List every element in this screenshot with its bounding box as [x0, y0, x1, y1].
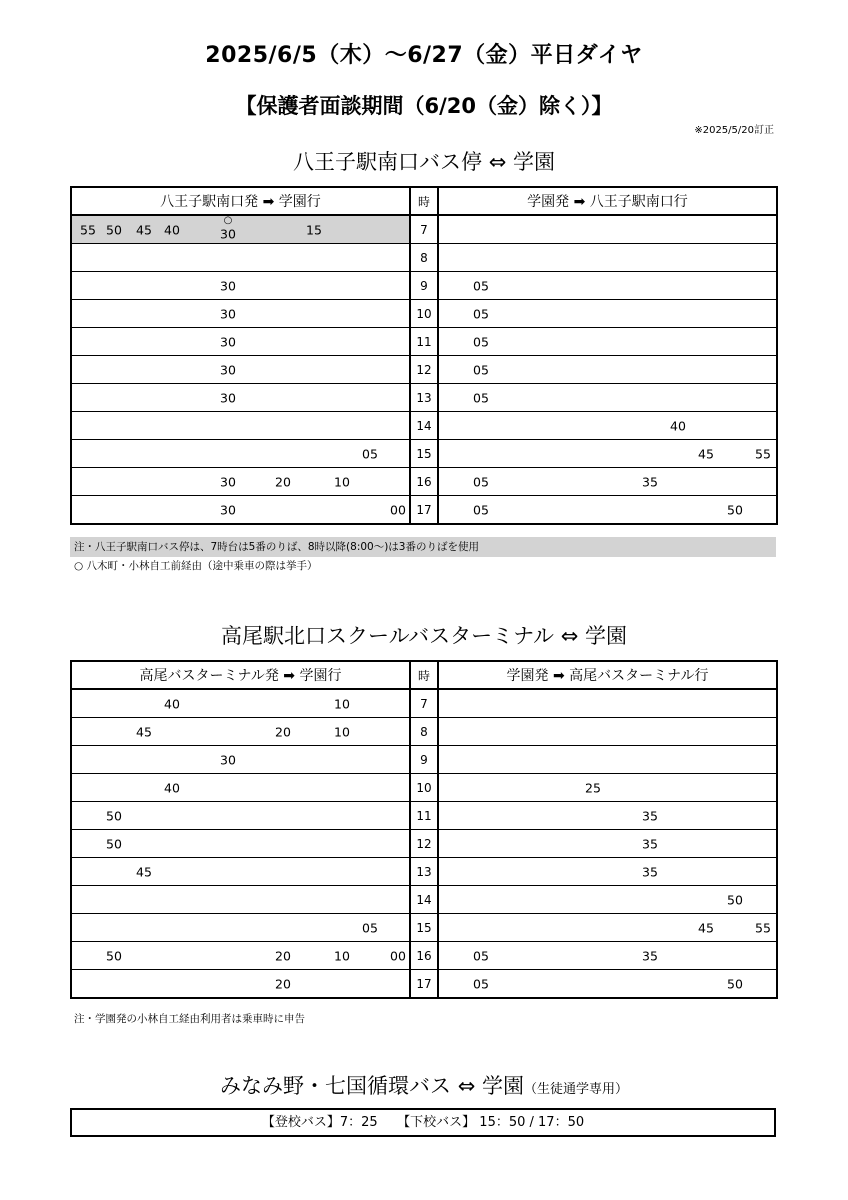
depart-minutes-cell: [71, 384, 410, 412]
minute-value: 35: [642, 864, 658, 879]
minute-value: 05: [473, 976, 489, 991]
minute-value: 35: [642, 474, 658, 489]
right-header: 学園発 ➡ 八王子駅南口行: [438, 187, 777, 215]
timetable-takao: [70, 660, 778, 999]
depart-minutes-cell: [71, 468, 410, 496]
depart-minutes-cell: [71, 718, 410, 746]
hour-cell: 11: [410, 328, 438, 356]
depart-minutes-cell: [71, 774, 410, 802]
minute-value: 35: [642, 948, 658, 963]
return-minutes-cell: [438, 215, 777, 244]
table-row: [71, 886, 777, 914]
depart-minutes-cell: [71, 356, 410, 384]
left-header: 八王子駅南口発 ➡ 学園行: [71, 187, 410, 215]
table-row: [71, 774, 777, 802]
section-title-takao: 高尾駅北口スクールバスターミナル ⇔ 学園: [220, 624, 627, 648]
hour-cell: 14: [410, 412, 438, 440]
depart-minutes-cell: [71, 970, 410, 999]
minute-value: 40: [164, 780, 180, 795]
minute-value: 05: [473, 474, 489, 489]
depart-minutes-cell: [71, 942, 410, 970]
return-minutes-cell: [438, 942, 777, 970]
depart-minutes-cell: [71, 830, 410, 858]
minute-value: 50: [727, 502, 743, 517]
hour-cell: 15: [410, 914, 438, 942]
return-minutes-cell: [438, 718, 777, 746]
table-row: [71, 858, 777, 886]
table-row: [71, 215, 777, 244]
minute-value: 30: [220, 752, 236, 767]
minute-value: 50: [106, 222, 122, 237]
hour-cell: 10: [410, 300, 438, 328]
table-row: [71, 942, 777, 970]
minute-value: 55: [755, 920, 771, 935]
section-title-loop: [0, 1070, 848, 1100]
minute-value: 20: [275, 474, 291, 489]
minute-value: 50: [106, 808, 122, 823]
timetable-hachioji: [70, 186, 778, 525]
hour-header: 時: [410, 187, 438, 215]
loop-title-note: （生徒通学専用）: [523, 1082, 628, 1097]
minute-value: 30: [220, 226, 236, 242]
right-header: 学園発 ➡ 高尾バスターミナル行: [438, 661, 777, 689]
hour-cell: 17: [410, 496, 438, 525]
return-minutes-cell: [438, 830, 777, 858]
depart-minutes-cell: [71, 215, 410, 244]
minute-value: 30: [220, 474, 236, 489]
return-minutes-cell: [438, 300, 777, 328]
page-subtitle: 【保護者面談期間（6/20（金）除く）】: [235, 94, 613, 118]
minute-value: 20: [275, 976, 291, 991]
minute-value: 05: [473, 948, 489, 963]
return-minutes-cell: [438, 328, 777, 356]
minute-value: 05: [362, 920, 378, 935]
return-minutes-cell: [438, 858, 777, 886]
minute-value: 10: [334, 724, 350, 739]
hour-cell: 12: [410, 830, 438, 858]
hachioji-note: ○ 八木町・小林自工前経由（途中乗車の際は挙手）: [74, 560, 318, 572]
table-row: [71, 244, 777, 272]
table-row: [71, 746, 777, 774]
table-row: [71, 496, 777, 525]
table-row: [71, 356, 777, 384]
return-minutes-cell: [438, 468, 777, 496]
table-row: [71, 384, 777, 412]
minute-value: 25: [585, 780, 601, 795]
section-title-hachioji: 八王子駅南口バス停 ⇔ 学園: [293, 150, 555, 174]
minute-value: 05: [473, 390, 489, 405]
depart-minutes-cell: [71, 886, 410, 914]
return-minutes-cell: [438, 802, 777, 830]
minute-value: 30: [220, 390, 236, 405]
minute-value: 45: [136, 222, 152, 237]
table-row: [71, 300, 777, 328]
depart-minutes-cell: [71, 746, 410, 774]
return-minutes-cell: [438, 412, 777, 440]
minute-value: 55: [755, 446, 771, 461]
hour-cell: 7: [410, 215, 438, 244]
minute-value: 50: [727, 892, 743, 907]
minute-value: 30: [220, 362, 236, 377]
return-minutes-cell: [438, 496, 777, 525]
minute-value: 45: [698, 920, 714, 935]
hour-cell: 13: [410, 858, 438, 886]
depart-minutes-cell: [71, 244, 410, 272]
minute-value: 40: [670, 418, 686, 433]
depart-minutes-cell: [71, 440, 410, 468]
table-row: [71, 914, 777, 942]
return-minutes-cell: [438, 746, 777, 774]
hachioji-shaded-note: 注・八王子駅南口バス停は、7時台は5番のりば、8時以降(8:00～)は3番のりばを使用: [70, 537, 776, 557]
minute-value: 30: [220, 306, 236, 321]
return-minutes-cell: [438, 914, 777, 942]
depart-minutes-cell: [71, 802, 410, 830]
minute-value: 40: [164, 696, 180, 711]
table-row: [71, 440, 777, 468]
loop-bus-schedule: 【登校バス】7：25 【下校バス】 15：50 / 17：50: [70, 1108, 776, 1137]
hour-cell: 7: [410, 689, 438, 718]
minute-value: 20: [275, 948, 291, 963]
takao-note: 注・学園発の小林自工経由利用者は乗車時に申告: [74, 1013, 305, 1025]
minute-value: 35: [642, 836, 658, 851]
hour-cell: 9: [410, 272, 438, 300]
minute-value: 15: [306, 222, 322, 237]
table-row: [71, 468, 777, 496]
minute-value: 05: [473, 334, 489, 349]
table-row: [71, 328, 777, 356]
hour-cell: 16: [410, 942, 438, 970]
minute-value: 20: [275, 724, 291, 739]
hour-cell: 11: [410, 802, 438, 830]
hour-cell: 17: [410, 970, 438, 999]
loop-title: みなみ野・七国循環バス ⇔ 学園: [220, 1074, 524, 1098]
hour-cell: 8: [410, 718, 438, 746]
minute-value: 05: [473, 502, 489, 517]
depart-minutes-cell: [71, 328, 410, 356]
minute-value: 30: [220, 278, 236, 293]
minute-value: 50: [727, 976, 743, 991]
hour-cell: 12: [410, 356, 438, 384]
minute-value: 00: [390, 948, 406, 963]
minute-value: 10: [334, 948, 350, 963]
return-minutes-cell: [438, 272, 777, 300]
hour-cell: 13: [410, 384, 438, 412]
hour-cell: 8: [410, 244, 438, 272]
minute-value: 50: [106, 948, 122, 963]
minute-value: 30: [220, 334, 236, 349]
return-minutes-cell: [438, 440, 777, 468]
minute-value: 50: [106, 836, 122, 851]
hour-cell: 16: [410, 468, 438, 496]
return-minutes-cell: [438, 689, 777, 718]
return-minutes-cell: [438, 356, 777, 384]
return-minutes-cell: [438, 970, 777, 999]
minute-value: 05: [473, 306, 489, 321]
hour-cell: 15: [410, 440, 438, 468]
table-row: [71, 272, 777, 300]
table-row: [71, 802, 777, 830]
depart-minutes-cell: [71, 914, 410, 942]
left-header: 高尾バスターミナル発 ➡ 学園行: [71, 661, 410, 689]
minute-value: 05: [473, 278, 489, 293]
depart-minutes-cell: [71, 496, 410, 525]
revision-note: ※2025/5/20訂正: [694, 125, 774, 136]
hour-cell: 10: [410, 774, 438, 802]
return-minutes-cell: [438, 384, 777, 412]
minute-value: 45: [136, 864, 152, 879]
minute-value: 55: [80, 222, 96, 237]
table-row: [71, 830, 777, 858]
depart-minutes-cell: [71, 858, 410, 886]
minute-value: 45: [136, 724, 152, 739]
minute-value: 05: [362, 446, 378, 461]
page-title: 2025/6/5（木）～6/27（金）平日ダイヤ: [205, 43, 643, 68]
return-minutes-cell: [438, 244, 777, 272]
minute-value: 40: [164, 222, 180, 237]
table-row: [71, 412, 777, 440]
minute-value: 05: [473, 362, 489, 377]
depart-minutes-cell: [71, 300, 410, 328]
hour-cell: 9: [410, 746, 438, 774]
depart-minutes-cell: [71, 689, 410, 718]
table-row: [71, 718, 777, 746]
table-row: [71, 689, 777, 718]
return-minutes-cell: [438, 774, 777, 802]
hour-cell: 14: [410, 886, 438, 914]
minute-value: 35: [642, 808, 658, 823]
return-minutes-cell: [438, 886, 777, 914]
minute-value: 30: [220, 502, 236, 517]
minute-value: 10: [334, 474, 350, 489]
depart-minutes-cell: [71, 412, 410, 440]
depart-minutes-cell: [71, 272, 410, 300]
table-row: [71, 970, 777, 999]
via-route-marker: ○: [223, 215, 233, 226]
minute-value: 10: [334, 696, 350, 711]
minute-value: 00: [390, 502, 406, 517]
minute-value: 45: [698, 446, 714, 461]
hour-header: 時: [410, 661, 438, 689]
